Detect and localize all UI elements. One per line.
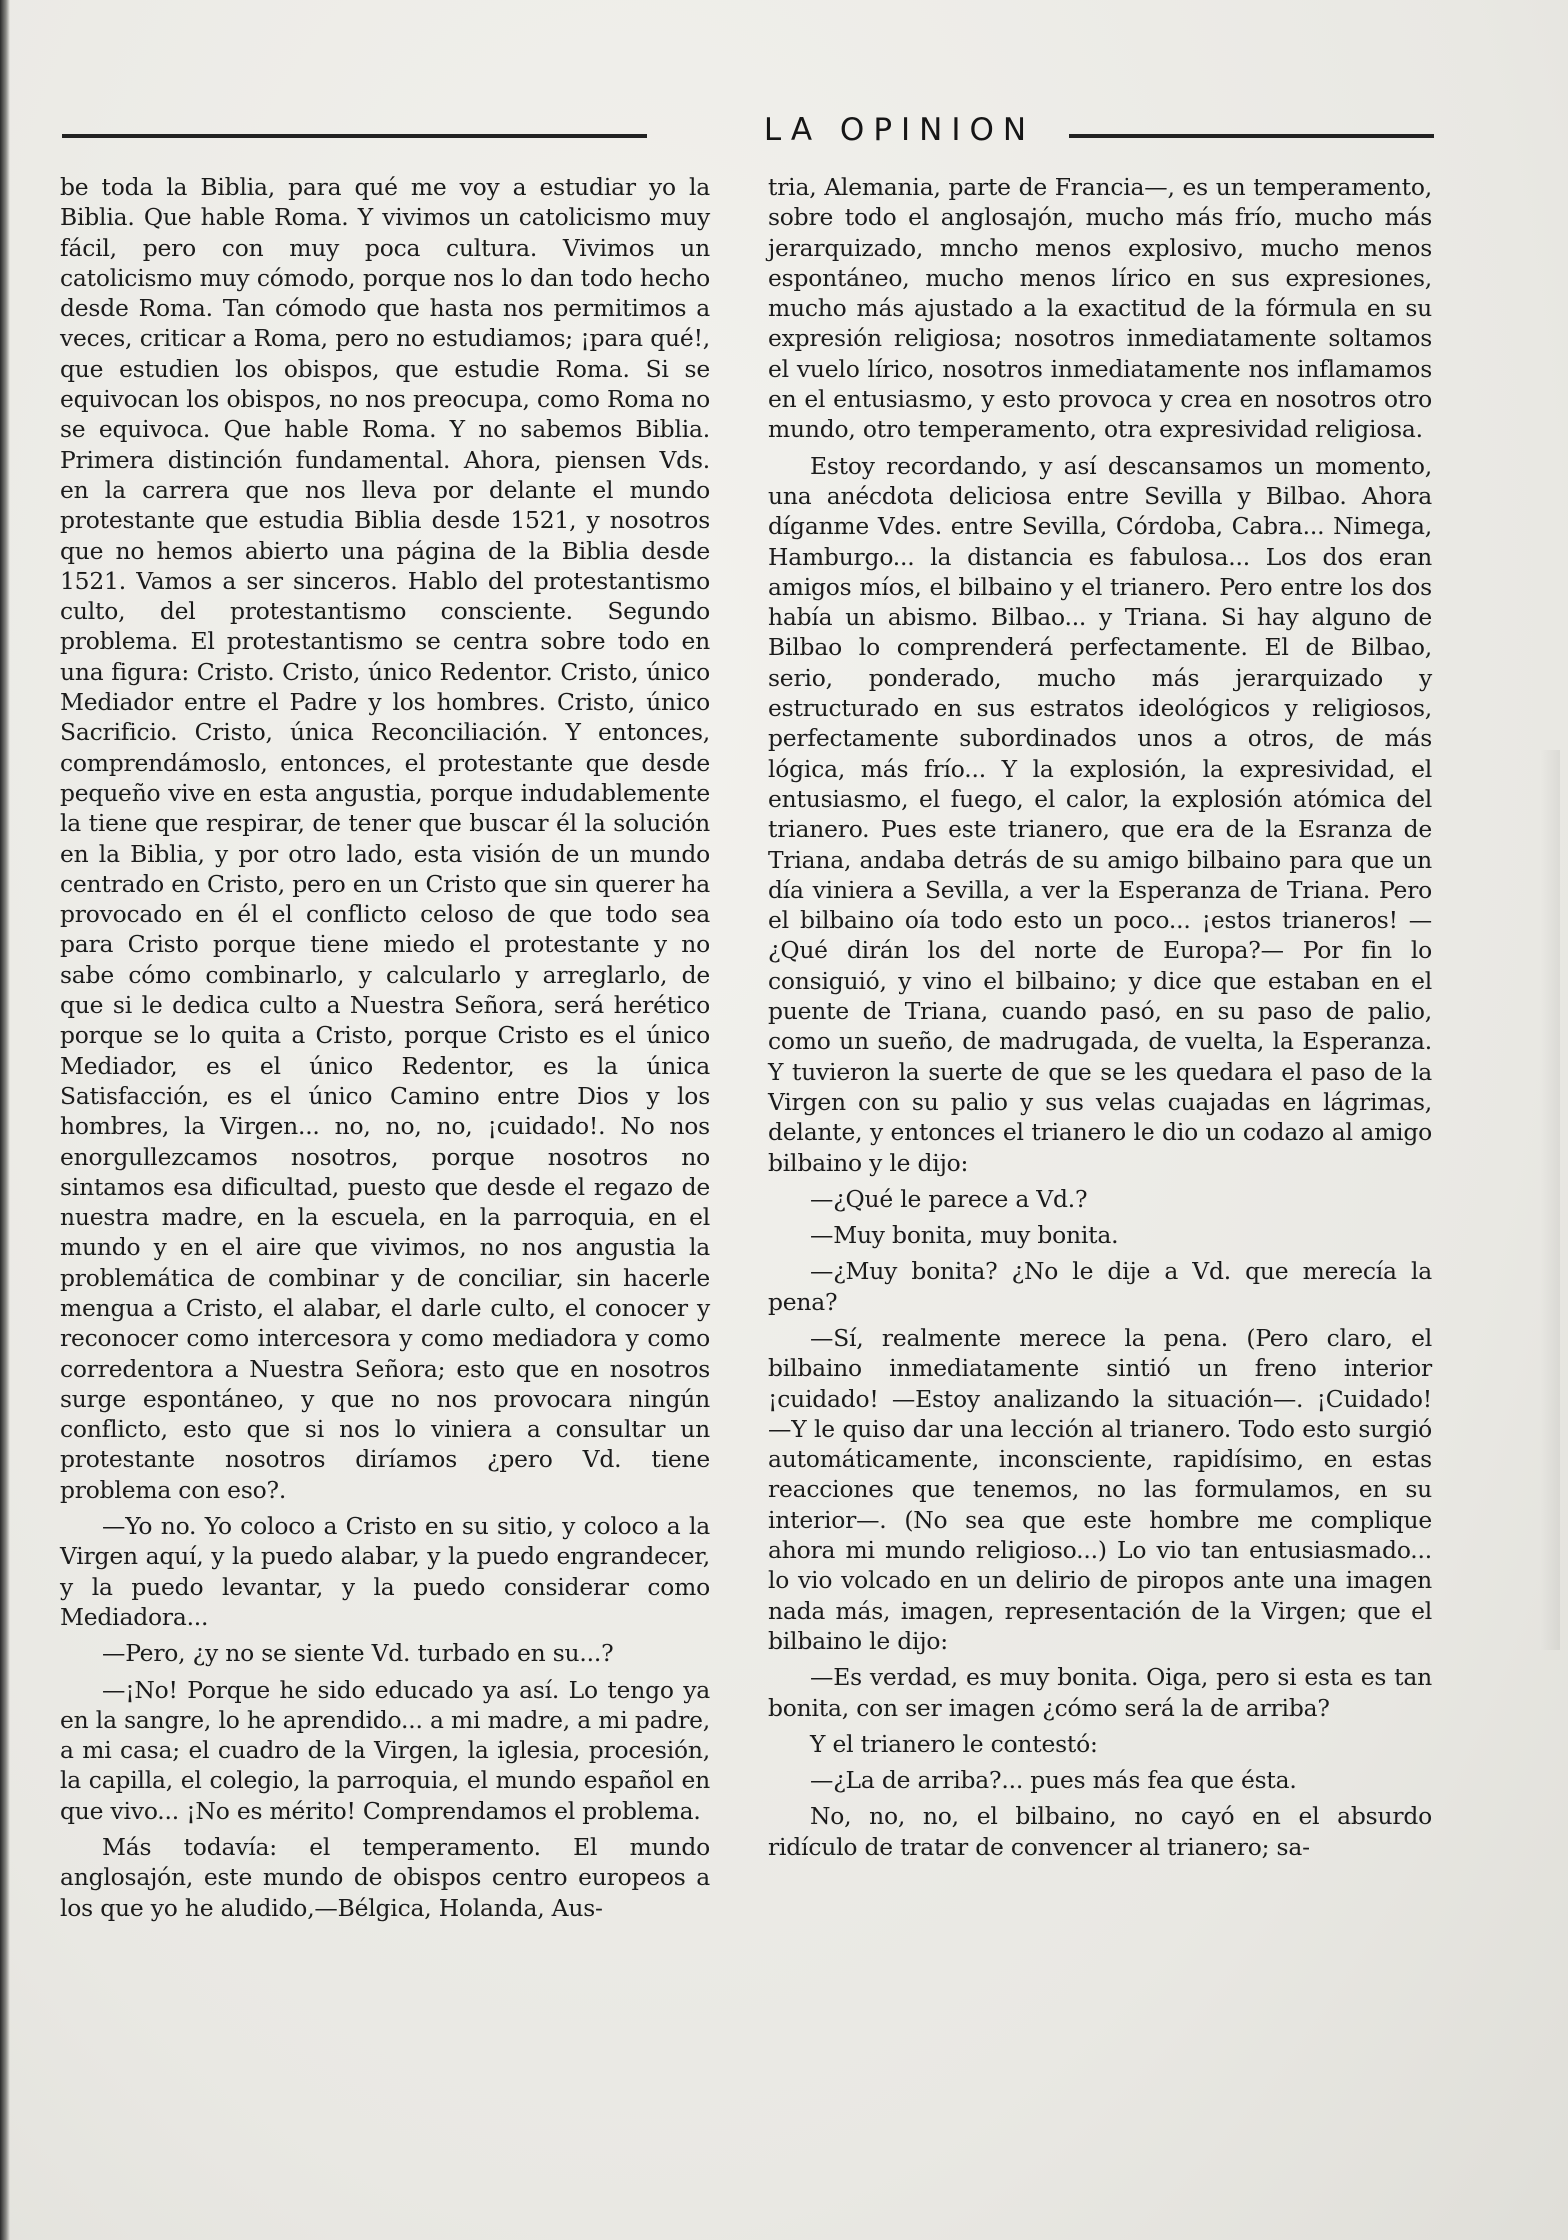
paragraph: —Yo no. Yo coloco a Cristo en su sitio, y coloco a la Virgen aquí, y la puedo alabar, y la puedo engrandecer, y la puedo levantar, y la puedo considerar como Mediadora... [60,1512,710,1631]
paragraph: —Sí, realmente merece la pena. (Pero claro, el bilbaino inmediatamente sintió un freno interior ¡cuidado! —Estoy analizando la situación—. ¡Cuidado! —Y le quiso dar una lección al trianero. Todo esto surgió automáticamente, inconsciente, rapidísimo, en estas reacciones que tenemos, no las formulamos, en su interior—. (No sea que este hombre me complique ahora mi mundo religioso...) Lo vio tan entusiasmado... lo vio volcado en un delirio de piropos ante una imagen nada más, imagen, representación de la Virgen; que el bilbaino le dijo: [768,1323,1432,1655]
paragraph: No, no, no, el bilbaino, no cayó en el absurdo ridículo de tratar de convencer al trianero; sa- [768,1802,1432,1861]
paragraph: —¿La de arriba?... pues más fea que ésta. [810,1766,1297,1795]
left-column [60,172,710,1929]
header-rule-right [1069,134,1434,138]
right-column [768,172,1432,1868]
paragraph: tria, Alemania, parte de Francia—, es un temperamento, sobre todo el anglosajón, mucho más frío, mucho más jerarquizado, mncho menos explosivo, mucho menos espontáneo, mucho menos lírico en sus expresiones, mucho más ajustado a la exactitud de la fórmula en su expresión religiosa; nosotros inmediatamente soltamos el vuelo lírico, nosotros inmediatamente nos inflamamos en el entusiasmo, y esto provoca y crea en nosotros otro mundo, otro temperamento, otra expresividad religiosa. [768,173,1432,444]
paragraph: —¿Qué le parece a Vd.? [810,1184,1088,1213]
publication-title: LA OPINION [763,112,1036,148]
page-edge-shadow [1540,750,1560,1650]
paragraph: —Muy bonita, muy bonita. [810,1221,1119,1250]
paragraph: —¿Muy bonita? ¿No le dije a Vd. que merecía la pena? [768,1257,1432,1316]
paragraph: —Pero, ¿y no se siente Vd. turbado en su...? [102,1639,614,1668]
paragraph: —Es verdad, es muy bonita. Oiga, pero si esta es tan bonita, con ser imagen ¿cómo será la de arriba? [768,1663,1432,1722]
running-header [62,108,1434,152]
paragraph: Y el trianero le contestó: [810,1729,1098,1758]
paragraph: Más todavía: el temperamento. El mundo anglosajón, este mundo de obispos centro europeos a los que yo he aludido,—Bélgica, Holanda, Aus- [60,1833,710,1922]
paragraph: Estoy recordando, y así descansamos un momento, una anécdota deliciosa entre Sevilla y Bilbao. Ahora díganme Vdes. entre Sevilla, Córdoba, Cabra... Nimega, Hamburgo... la distancia es fabulosa... Los dos eran amigos míos, el bilbaino y el trianero. Pero entre los dos había un abismo. Bilbao... y Triana. Si hay alguno de Bilbao lo comprenderá perfectamente. El de Bilbao, serio, ponderado, mucho más jerarquizado y estructurado en sus estratos ideológicos y religiosos, perfectamente subordinados unos a otros, de más lógica, más frío... Y la explosión, la expresividad, el entusiasmo, el fuego, el calor, la explosión atómica del trianero. Pues este trianero, que era de la Esranza de Triana, andaba detrás de su amigo bilbaino para que un día viniera a Sevilla, a ver la Esperanza de Triana. Pero el bilbaino oía todo esto un poco... ¡estos trianeros! —¿Qué dirán los del norte de Europa?— Por fin lo consiguió, y vino el bilbaino; y dice que estaban en el puente de Triana, cuando pasó, en su paso de palio, como un sueño, de madrugada, de vuelta, la Esperanza. Y tuvieron la suerte de que se les quedara el paso de la Virgen con su palio y sus velas cuajadas en lágrimas, delante, y entonces el trianero le dio un codazo al amigo bilbaino y le dijo: [768,451,1432,1177]
book-spine-shadow [0,0,10,2240]
paragraph: —¡No! Porque he sido educado ya así. Lo tengo ya en la sangre, lo he aprendido... a mi madre, a mi padre, a mi casa; el cuadro de la Virgen, la iglesia, procesión, la capilla, el colegio, la parroquia, el mundo español en que vivo... ¡No es mérito! Comprendamos el problema. [60,1675,710,1825]
paragraph: be toda la Biblia, para qué me voy a estudiar yo la Biblia. Que hable Roma. Y vivimos un catolicismo muy fácil, pero con muy poca cultura. Vivimos un catolicismo muy cómodo, porque nos lo dan todo hecho desde Roma. Tan cómodo que hasta nos permitimos a veces, criticar a Roma, pero no estudiamos; ¡para qué!, que estudien los obispos, que estudie Roma. Si se equivocan los obispos, no nos preocupa, como Roma no se equivoca. Que hable Roma. Y no sabemos Biblia. Primera distinción fundamental. Ahora, piensen Vds. en la carrera que nos lleva por delante el mundo protestante que estudia Biblia desde 1521, y nosotros que no hemos abierto una página de la Biblia desde 1521. Vamos a ser sinceros. Hablo del protestantismo culto, del protestantismo consciente. Segundo problema. El protestantismo se centra sobre todo en una figura: Cristo. Cristo, único Redentor. Cristo, único Mediador entre el Padre y los hombres. Cristo, único Sacrificio. Cristo, única Reconciliación. Y entonces, comprendámoslo, entonces, el protestante que desde pequeño vive en esta angustia, porque indudablemente la tiene que respirar, de tener que buscar él la solución en la Biblia, y por otro lado, esta visión de un mundo centrado en Cristo, pero en un Cristo que sin querer ha provocado en él el conflicto celoso de que todo sea para Cristo porque tiene miedo el protestante y no sabe cómo combinarlo, y calcularlo y arreglarlo, de que si le dedica culto a Nuestra Señora, será herético porque se lo quita a Cristo, porque Cristo es el único Mediador, es el único Redentor, es la única Satisfacción, es el único Camino entre Dios y los hombres, la Virgen... no, no, no, ¡cuidado!. No nos enorgullezcamos nosotros, porque nosotros no sintamos esa dificultad, puesto que desde el regazo de nuestra madre, en la escuela, en la parroquia, en el mundo y en el aire que vivimos, no nos angustia la problemática de combinar y de conciliar, sin hacerle mengua a Cristo, el alabar, el darle culto, el conocer y reconocer como intercesora y como mediadora y como corredentora a Nuestra Señora; esto que en nosotros surge espontáneo, y que no nos provocara ningún conflicto, esto que si nos lo viniera a consultar un protestante nosotros diríamos ¿pero Vd. tiene problema con eso?. [60,173,711,1504]
header-rule-left [62,134,647,138]
